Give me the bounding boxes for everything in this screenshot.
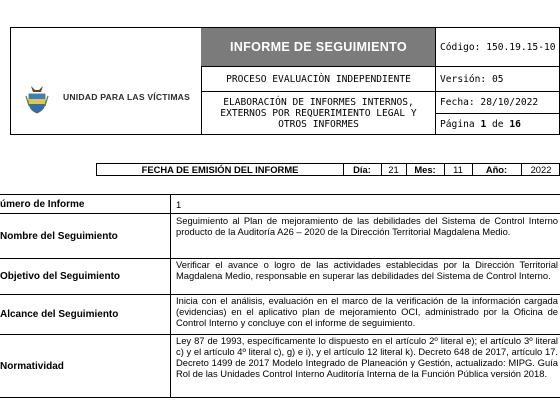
table-row-label: Objetivo del Seguimiento bbox=[0, 271, 121, 282]
date-cell: Fecha: 28/10/2022 bbox=[435, 91, 560, 114]
table-row-value: Seguimiento al Plan de mejoramiento de las debilidades del Sistema de Control Interno producto de la Auditoría A26 – 2020 de la Dirección Territorial Magdalena Medio. bbox=[176, 215, 558, 237]
day-label: Día: bbox=[343, 164, 382, 175]
table-row-label: Alcance del Seguimiento bbox=[0, 309, 119, 320]
table-row-value: Ley 87 de 1993, específicamente lo dispuesto en el artículo 2º literal e); el artículo 3º literal c) y el artículo 4º literal c), g) e i), y el artículo 12 literal k). Decreto 648 de 2017, artículo 17. Decreto 1499 de 2017 Modelo Integrado de Planeación y Gestión, actualizado: MIPG. Guía Rol de las Unidades Control Interno Auditoría Interna de la Función Pública versión 2018. bbox=[176, 335, 558, 379]
subprocess-cell: ELABORACIÓN DE INFORMES INTERNOS, EXTERNOS POR REQUERIMIENTO LEGAL Y OTROS INFORMES bbox=[201, 91, 436, 135]
table-row-value: 1 bbox=[176, 198, 182, 210]
logo-text: UNIDAD PARA LAS VÍCTIMAS bbox=[63, 92, 191, 102]
day-value: 21 bbox=[381, 164, 407, 175]
month-value: 11 bbox=[444, 164, 473, 175]
version-cell: Versión: 05 bbox=[435, 66, 560, 92]
table-row-value: Verificar el avance o logro de las actividades establecidas por la Dirección Territorial Magdalena Medio, responsable en superar las debilidades del Sistema de Control Interno. bbox=[176, 259, 558, 281]
year-label: Año: bbox=[472, 164, 522, 175]
month-label: Mes: bbox=[406, 164, 445, 175]
emission-label: FECHA DE EMISIÓN DEL INFORME bbox=[97, 164, 344, 175]
process-cell: PROCESO EVALUACIÒN INDEPENDIENTE bbox=[201, 66, 436, 92]
report-title: INFORME DE SEGUIMIENTO bbox=[201, 27, 436, 66]
page-total: 16 bbox=[509, 118, 521, 130]
page-mid: de bbox=[486, 118, 510, 130]
page-number: 1 bbox=[480, 118, 487, 130]
year-value: 2022 bbox=[530, 164, 552, 175]
page-prefix: Página bbox=[440, 118, 481, 130]
table-row-label: Nombre del Seguimiento bbox=[0, 230, 118, 242]
code-cell: Código: 150.19.15-10 bbox=[435, 27, 560, 67]
table-row-value: Inicia con el análisis, evaluación en el marco de la verificación de la información cargada (evidencias) en el aplicativo plan de mejoramiento OCI, administrado por la Oficina de Control Interno y concluye con el informe de seguimiento. bbox=[176, 295, 558, 328]
table-row-label: Normatividad bbox=[0, 360, 64, 372]
table-row-label: úmero de Informe bbox=[0, 198, 85, 210]
